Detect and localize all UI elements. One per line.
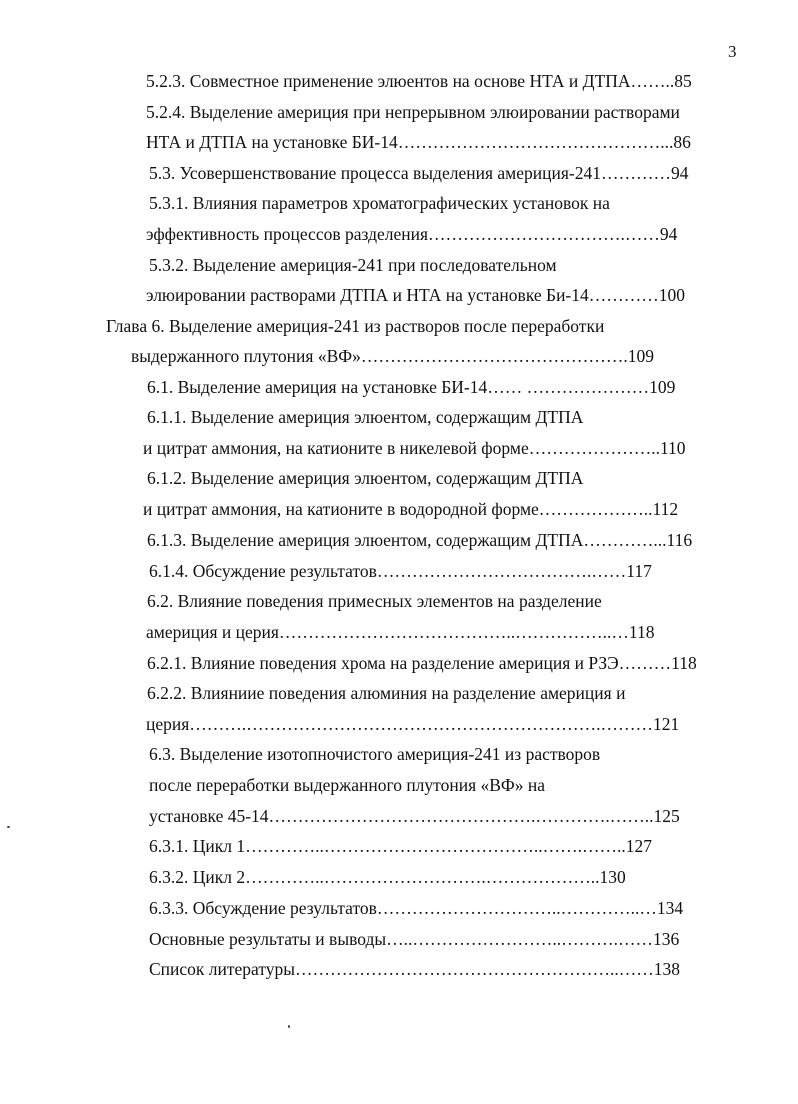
scan-speck bbox=[7, 826, 10, 828]
toc-line: и цитрат аммония, на катионите в водородной форме………………..112 bbox=[143, 499, 679, 519]
toc-line: 5.2.3. Совместное применение элюентов на основе НТА и ДТПА……..85 bbox=[146, 71, 692, 91]
toc-line: 6.1.1. Выделение америция элюентом, содержащим ДТПА bbox=[147, 407, 584, 427]
toc-line: НТА и ДТПА на установке БИ-14………………………………………...86 bbox=[146, 132, 691, 152]
toc-line: после переработки выдержанного плутония «ВФ» на bbox=[149, 775, 545, 795]
toc-line: церия……….…………………………………………………….………121 bbox=[146, 714, 680, 734]
toc-line: выдержанного плутония «ВФ»……………………………………….109 bbox=[131, 346, 654, 366]
toc-line: элюировании растворами ДТПА и НТА на установке Би-14…………100 bbox=[146, 285, 686, 305]
toc-line: америция и церия…………………………………..……………..…118 bbox=[146, 622, 655, 642]
toc-line: Глава 6. Выделение америция-241 из растворов после переработки bbox=[106, 316, 605, 336]
toc-line: 6.1.4. Обсуждение результатов……………………………….……117 bbox=[149, 561, 652, 581]
toc-line: 6.1.3. Выделение америция элюентом, содержащим ДТПА…………...116 bbox=[147, 530, 693, 550]
toc-line: Список литературы………………………………………………..……138 bbox=[149, 959, 681, 979]
toc-line: 5.2.4. Выделение америция при непрерывном элюировании растворами bbox=[146, 102, 680, 122]
toc-line: 6.1.2. Выделение америция элюентом, содержащим ДТПА bbox=[147, 468, 584, 488]
toc-line: 6.2.1. Влияние поведения хрома на разделение америция и РЗЭ………118 bbox=[147, 653, 697, 673]
toc-line: и цитрат аммония, на катионите в никелевой форме…………………..110 bbox=[143, 438, 686, 458]
toc-line: установке 45-14……………………………………….………….……..125 bbox=[149, 806, 680, 826]
toc-line: 5.3.1. Влияния параметров хроматографических установок на bbox=[149, 193, 610, 213]
toc-line: 6.3. Выделение изотопночистого америция-241 из растворов bbox=[149, 744, 601, 764]
toc-line: 6.2. Влияние поведения примесных элементов на разделение bbox=[147, 591, 602, 611]
page-number: 3 bbox=[728, 42, 737, 61]
toc-line: 6.2.2. Влияниие поведения алюминия на разделение америция и bbox=[147, 683, 626, 703]
scan-speck bbox=[288, 1025, 290, 1028]
toc-line: Основные результаты и выводы…..……………………..……….……136 bbox=[149, 929, 680, 949]
toc-line: 6.3.1. Цикл 1…………..………………………………..…….……..127 bbox=[149, 836, 652, 856]
toc-line: 5.3.2. Выделение америция-241 при последовательном bbox=[149, 255, 557, 275]
toc-line: 5.3. Усовершенствование процесса выделения америция-241…………94 bbox=[149, 163, 689, 183]
toc-line: 6.1. Выделение америция на установке БИ-14…… …………………109 bbox=[147, 377, 676, 397]
toc-line: эффективность процессов разделения…………………………….……94 bbox=[146, 224, 678, 244]
toc-line: 6.3.2. Цикл 2…………..……………………….………………..130 bbox=[149, 867, 626, 887]
toc-line: 6.3.3. Обсуждение результатов…………………………..…………..…134 bbox=[149, 898, 684, 918]
